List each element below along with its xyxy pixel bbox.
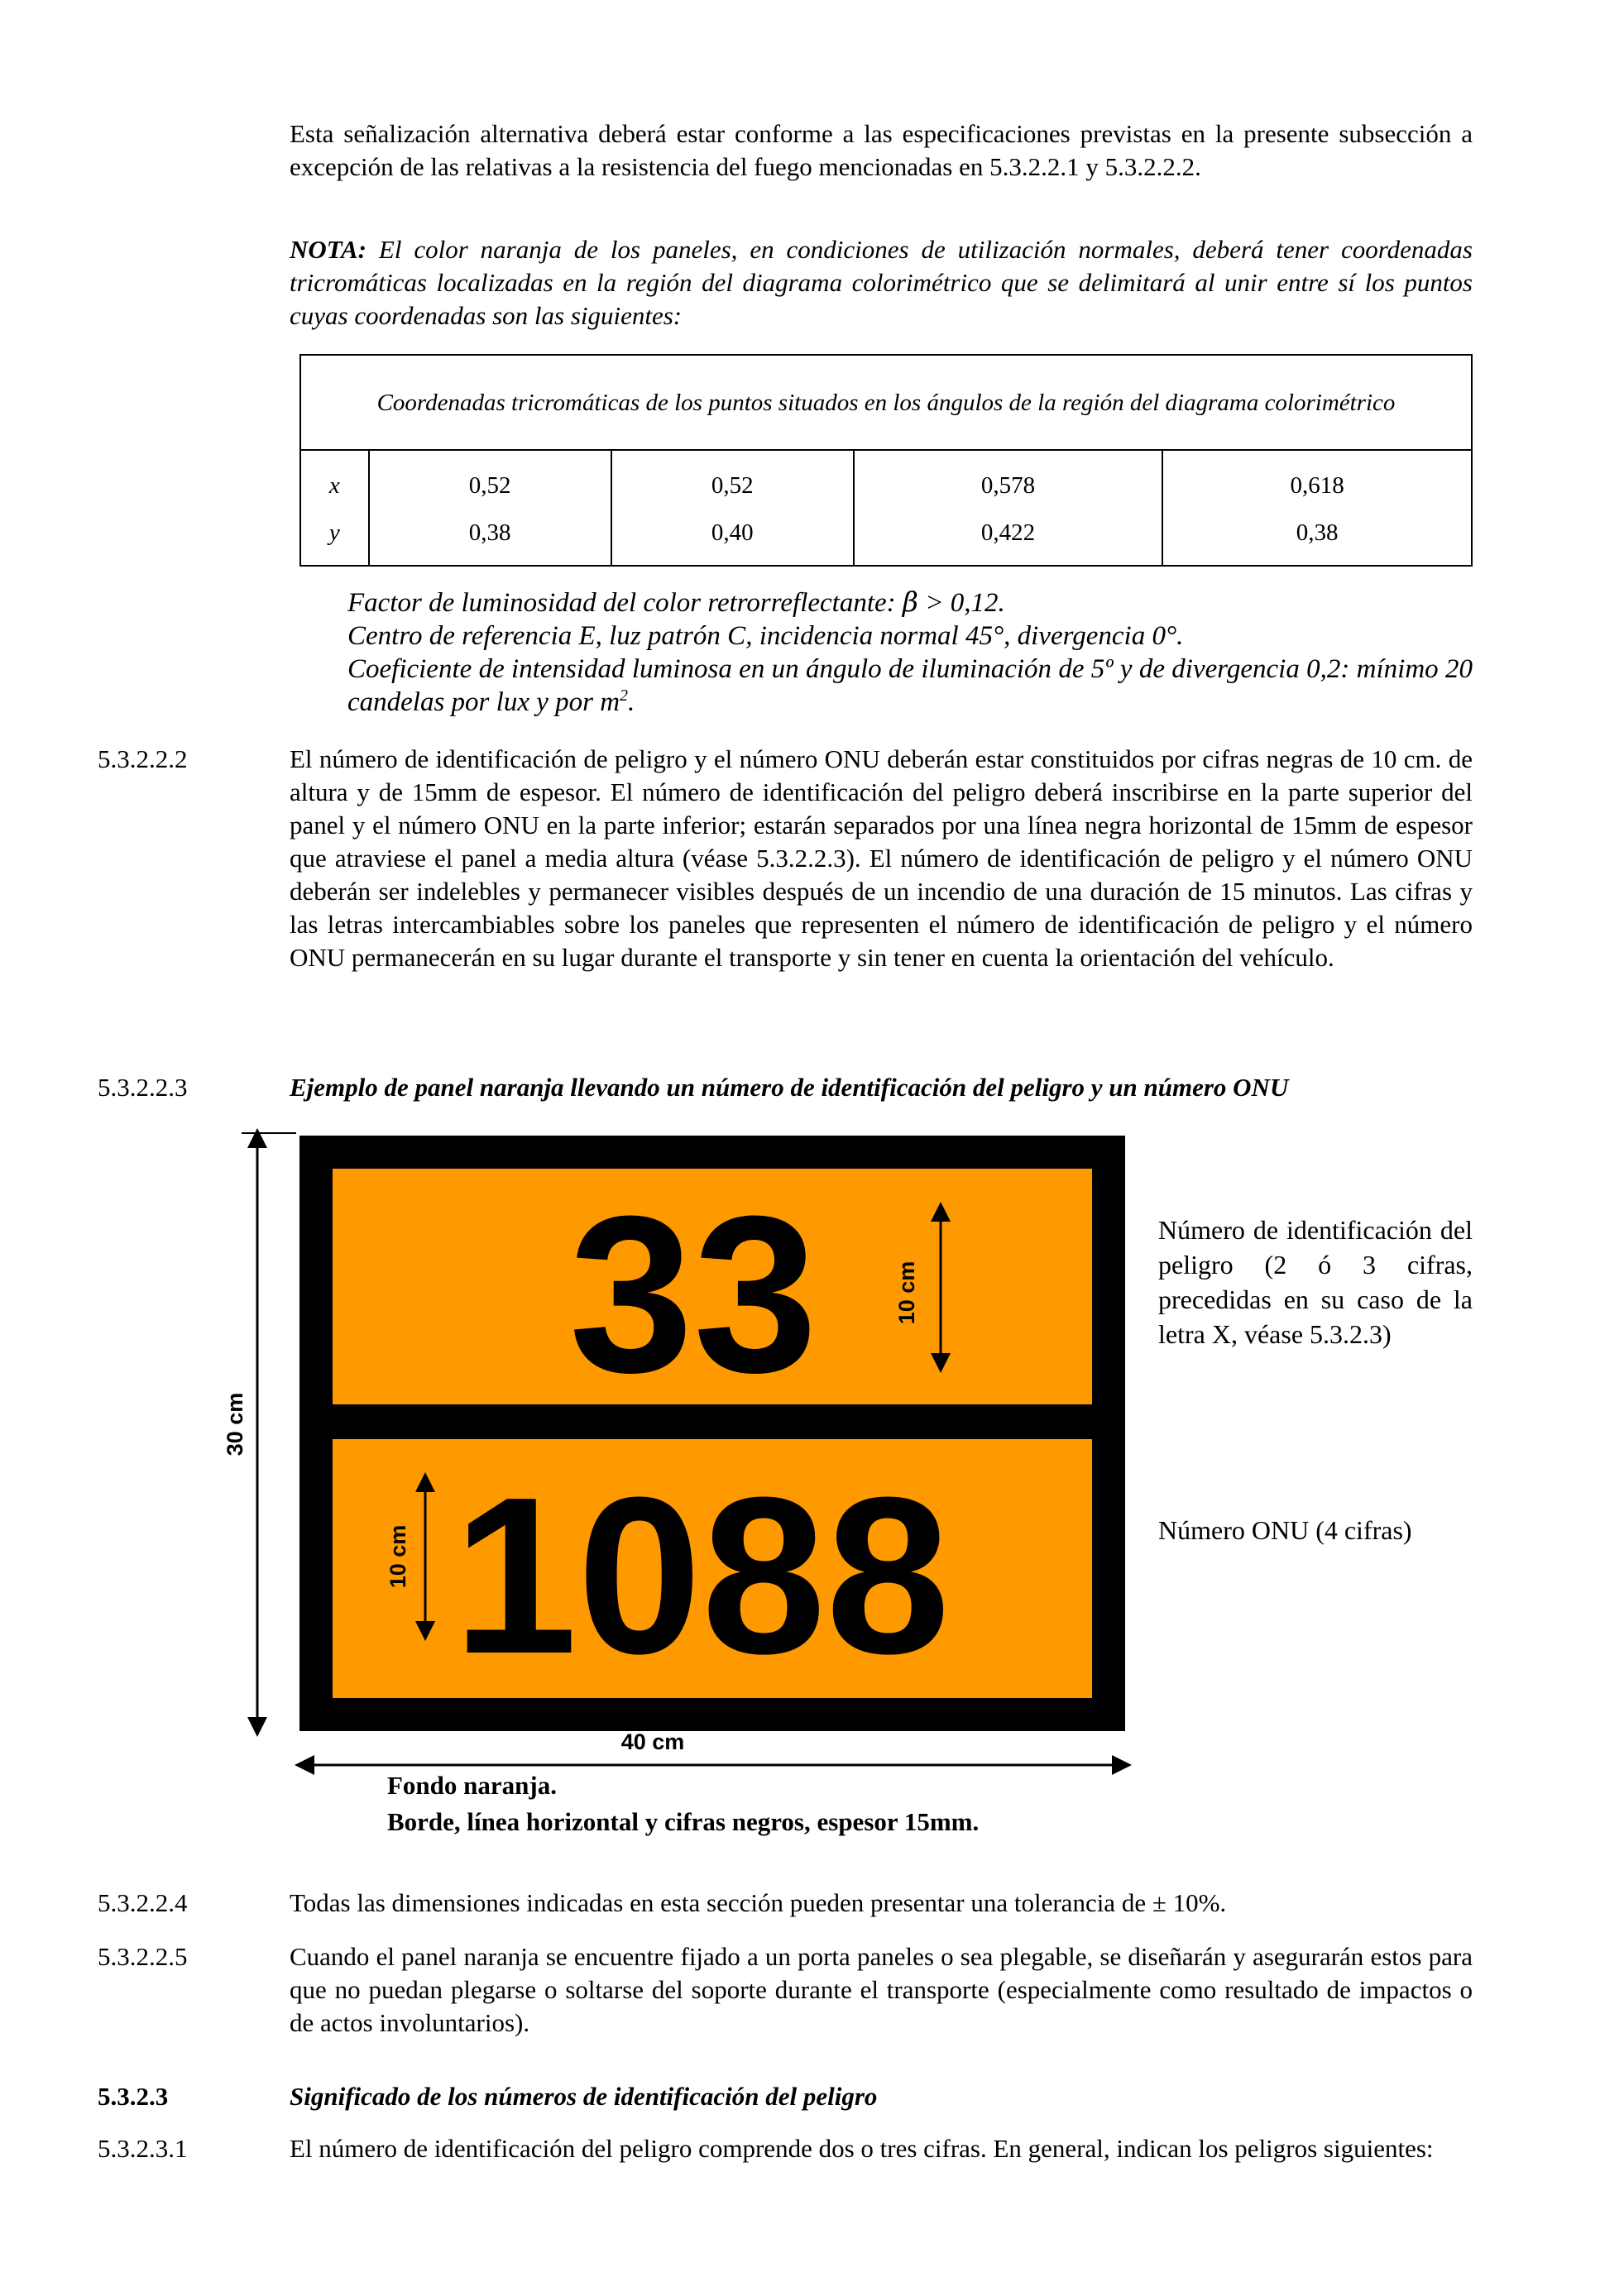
y-label: y xyxy=(300,509,369,566)
intro-paragraph: Esta señalización alternativa deberá estar conforme a las especificaciones previstas en la presente subsección a excepción de las relativas a la resistencia del fuego mencionadas en 5.3.2.2.1 y 5.3.2.2.2. xyxy=(290,119,1473,181)
x-label: x xyxy=(300,450,369,509)
hazard-number-note: Número de identificación del peligro (2 ó 3 cifras, precedidas en su caso de la letra X, véase 5.3.2.3) xyxy=(1158,1215,1473,1349)
section-number: 5.3.2.2.4 xyxy=(98,1888,188,1917)
un-number: 1088 xyxy=(453,1452,951,1700)
caption-line-2: Borde, línea horizontal y cifras negros, espesor 15mm. xyxy=(387,1807,980,1836)
luminosity-text: Factor de luminosidad del color retrorreflectante: xyxy=(347,588,903,618)
section-text: Todas las dimensiones indicadas en esta sección pueden presentar una tolerancia de ± 10%. xyxy=(290,1888,1227,1917)
height-dimension-label: 30 cm xyxy=(223,1392,247,1457)
top-digit-height-label: 10 cm xyxy=(894,1260,919,1325)
x-value: 0,618 xyxy=(1162,450,1472,509)
section-number: 5.3.2.2.3 xyxy=(98,1073,188,1102)
caption-line-1: Fondo naranja. xyxy=(387,1771,557,1800)
section-title: Ejemplo de panel naranja llevando un número de identificación del peligro y un número ONU xyxy=(290,1073,1289,1102)
nota-text: El color naranja de los paneles, en condiciones de utilización normales, deberá tener coordenadas tricromáticas localizadas en la región del diagrama colorimétrico que se delimitará al unir entre sí los puntos cuyas coordenadas son las siguientes: xyxy=(290,235,1473,330)
y-value: 0,422 xyxy=(854,509,1163,566)
coefficient-end: . xyxy=(628,687,635,717)
section-number: 5.3.2.2.2 xyxy=(98,744,188,773)
coefficient-text: Coeficiente de intensidad luminosa en un ángulo de iluminación de 5º y de divergencia 0,2: mínimo 20 candelas por lux y por m xyxy=(347,654,1473,717)
bottom-digit-height-label: 10 cm xyxy=(386,1524,410,1589)
x-value: 0,52 xyxy=(369,450,611,509)
width-dimension-label: 40 cm xyxy=(620,1729,685,1754)
section-number: 5.3.2.3.1 xyxy=(98,2134,188,2163)
un-number-note: Número ONU (4 cifras) xyxy=(1158,1515,1412,1545)
table-header: Coordenadas tricromáticas de los puntos situados en los ángulos de la región del diagrama colorimétrico xyxy=(300,355,1472,450)
section-text: El número de identificación de peligro y el número ONU deberán estar constituidos por cifras negras de 10 cm. de altura y de 15mm de espesor. El número de identificación del peligro deberá inscribirse en la parte superior del panel y el número ONU en la parte inferior; estarán separados por una línea negra horizontal de 15mm de espesor que atraviese el panel a media altura (véase 5.3.2.2.3). El número de identificación de peligro y el número ONU deberán ser indelebles y permanecer visibles después de un incendio de una duración de 15 minutos. Las cifras y las letras intercambiables sobre los paneles que representen el número de identificación de peligro y el número ONU permanecerán en su lugar durante el transporte y sin tener en cuenta la orientación del vehículo. xyxy=(290,744,1473,972)
y-value: 0,38 xyxy=(1162,509,1472,566)
section-text: El número de identificación del peligro comprende dos o tres cifras. En general, indican los peligros siguientes: xyxy=(290,2134,1434,2163)
panel-caption xyxy=(387,1767,979,1840)
x-value: 0,52 xyxy=(611,450,854,509)
y-value: 0,38 xyxy=(369,509,611,566)
section-title: Significado de los números de identificación del peligro xyxy=(290,2082,878,2111)
beta-symbol: β xyxy=(902,586,918,618)
section-text: Cuando el panel naranja se encuentre fijado a un porta paneles o sea plegable, se diseñarán y asegurarán estos para que no puedan plegarse o soltarse del soporte durante el transporte (especialmente como resultado de impactos o de actos involuntarios). xyxy=(290,1942,1473,2037)
section-number: 5.3.2.2.5 xyxy=(98,1942,188,1971)
reference-center: Centro de referencia E, luz patrón C, incidencia normal 45°, divergencia 0°. xyxy=(347,621,1184,651)
luminosity-value: > 0,12. xyxy=(917,588,1005,618)
y-value: 0,40 xyxy=(611,509,854,566)
section-number: 5.3.2.3 xyxy=(98,2082,169,2111)
nota-label: NOTA: xyxy=(290,235,366,264)
coefficient-superscript: 2 xyxy=(620,686,629,705)
hazard-number: 33 xyxy=(568,1170,818,1419)
x-value: 0,578 xyxy=(854,450,1163,509)
